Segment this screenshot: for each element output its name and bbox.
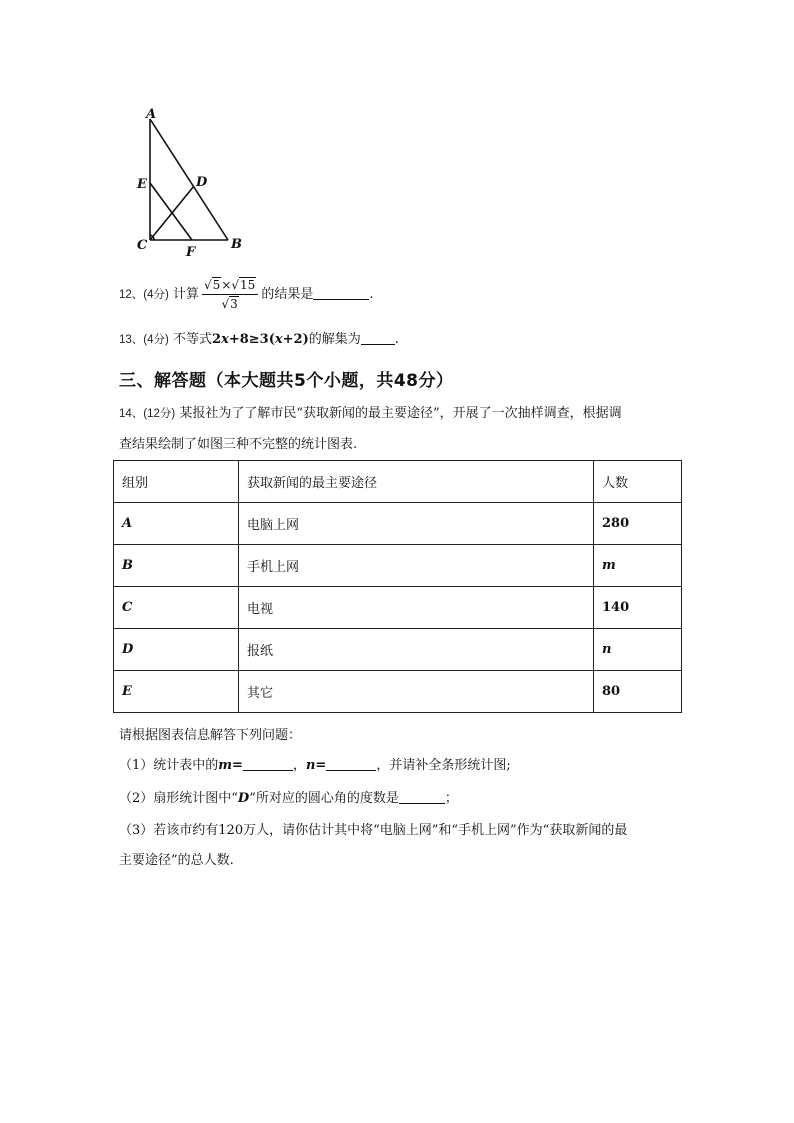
question-14-text-1: 某报社为了了解市民“获取新闻的最主要途径”，开展了一次抽样调查，根据调 (179, 406, 622, 421)
label-d: D (196, 175, 208, 190)
question-12-prefix: 计算 (173, 287, 200, 302)
cell-way: 电视 (239, 587, 594, 629)
fraction: $\frac{√5\times√15}{√3}$ (202, 277, 258, 312)
section-title: 三、解答题（本大题共5个小题，共48分） (119, 371, 454, 391)
label-f: F (186, 245, 196, 260)
header-count: 人数 (594, 461, 682, 503)
cell-count: 80 (594, 671, 682, 713)
period: . (394, 332, 399, 347)
numerator-a: 5 (212, 278, 221, 292)
label-b: B (231, 237, 242, 252)
question-13-suffix: 的解集为 (308, 332, 361, 347)
cell-way: 手机上网 (239, 545, 594, 587)
answer-blank-n[interactable] (326, 756, 376, 771)
question-13-prefix: 不等式 (173, 332, 213, 347)
answer-blank-m[interactable] (243, 756, 293, 771)
cell-group: B (114, 545, 239, 587)
cell-group: D (114, 629, 239, 671)
cell-way: 其它 (239, 671, 594, 713)
sub-question-3-line2: 主要途径”的总人数. (119, 853, 234, 868)
question-14-line2 (119, 435, 357, 455)
label-a: A (146, 107, 157, 122)
answer-blank-13[interactable] (361, 330, 395, 345)
times-sign: × (221, 278, 232, 292)
sub-question-3-line1: （3）若该市约有120万人，请你估计其中将“电脑上网”和“手机上网”作为“获取新闻的最 (119, 823, 628, 838)
answer-blank-12[interactable] (313, 285, 369, 300)
question-14-number: 14、(12分) (119, 408, 176, 420)
cell-group: A (114, 503, 239, 545)
label-e: E (137, 177, 147, 192)
answer-blank-angle[interactable] (399, 789, 445, 804)
statistics-table (113, 460, 682, 713)
cell-way: 报纸 (239, 629, 594, 671)
question-12-number: 12、(4分) (119, 289, 169, 301)
cell-count: n (594, 629, 682, 671)
question-14-line1 (119, 404, 622, 424)
sub-question-2: （2）扇形统计图中“D”所对应的圆心角的度数是 ； (119, 791, 458, 806)
period: . (369, 287, 374, 302)
table-row (114, 587, 682, 629)
header-group: 组别 (114, 461, 239, 503)
segment-cd (150, 186, 194, 240)
inequality: 2x+8≥3(x+2) (212, 332, 309, 347)
sub-question-1: （1）统计表中的m= ，n= ，并请补全条形统计图; (119, 758, 511, 773)
label-c: C (137, 238, 148, 253)
cell-count: m (594, 545, 682, 587)
sub-intro: 请根据图表信息解答下列问题： (119, 728, 302, 743)
question-12-suffix: 的结果是 (261, 287, 314, 302)
cell-group: E (114, 671, 239, 713)
cell-group: C (114, 587, 239, 629)
question-13 (119, 330, 399, 350)
table-row (114, 503, 682, 545)
table-row (114, 671, 682, 713)
question-12 (119, 277, 373, 312)
question-13-number: 13、(4分) (119, 334, 169, 346)
triangle-figure (128, 106, 258, 262)
cell-way: 电脑上网 (239, 503, 594, 545)
header-way: 获取新闻的最主要途径 (239, 461, 594, 503)
table-row (114, 629, 682, 671)
numerator-b: 15 (240, 278, 256, 292)
denominator: 3 (230, 297, 238, 311)
question-14-text-2: 查结果绘制了如图三种不完整的统计图表. (119, 437, 358, 452)
cell-count: 280 (594, 503, 682, 545)
table-header-row (114, 461, 682, 503)
segment-ab (150, 119, 228, 240)
table-row (114, 545, 682, 587)
cell-count: 140 (594, 587, 682, 629)
